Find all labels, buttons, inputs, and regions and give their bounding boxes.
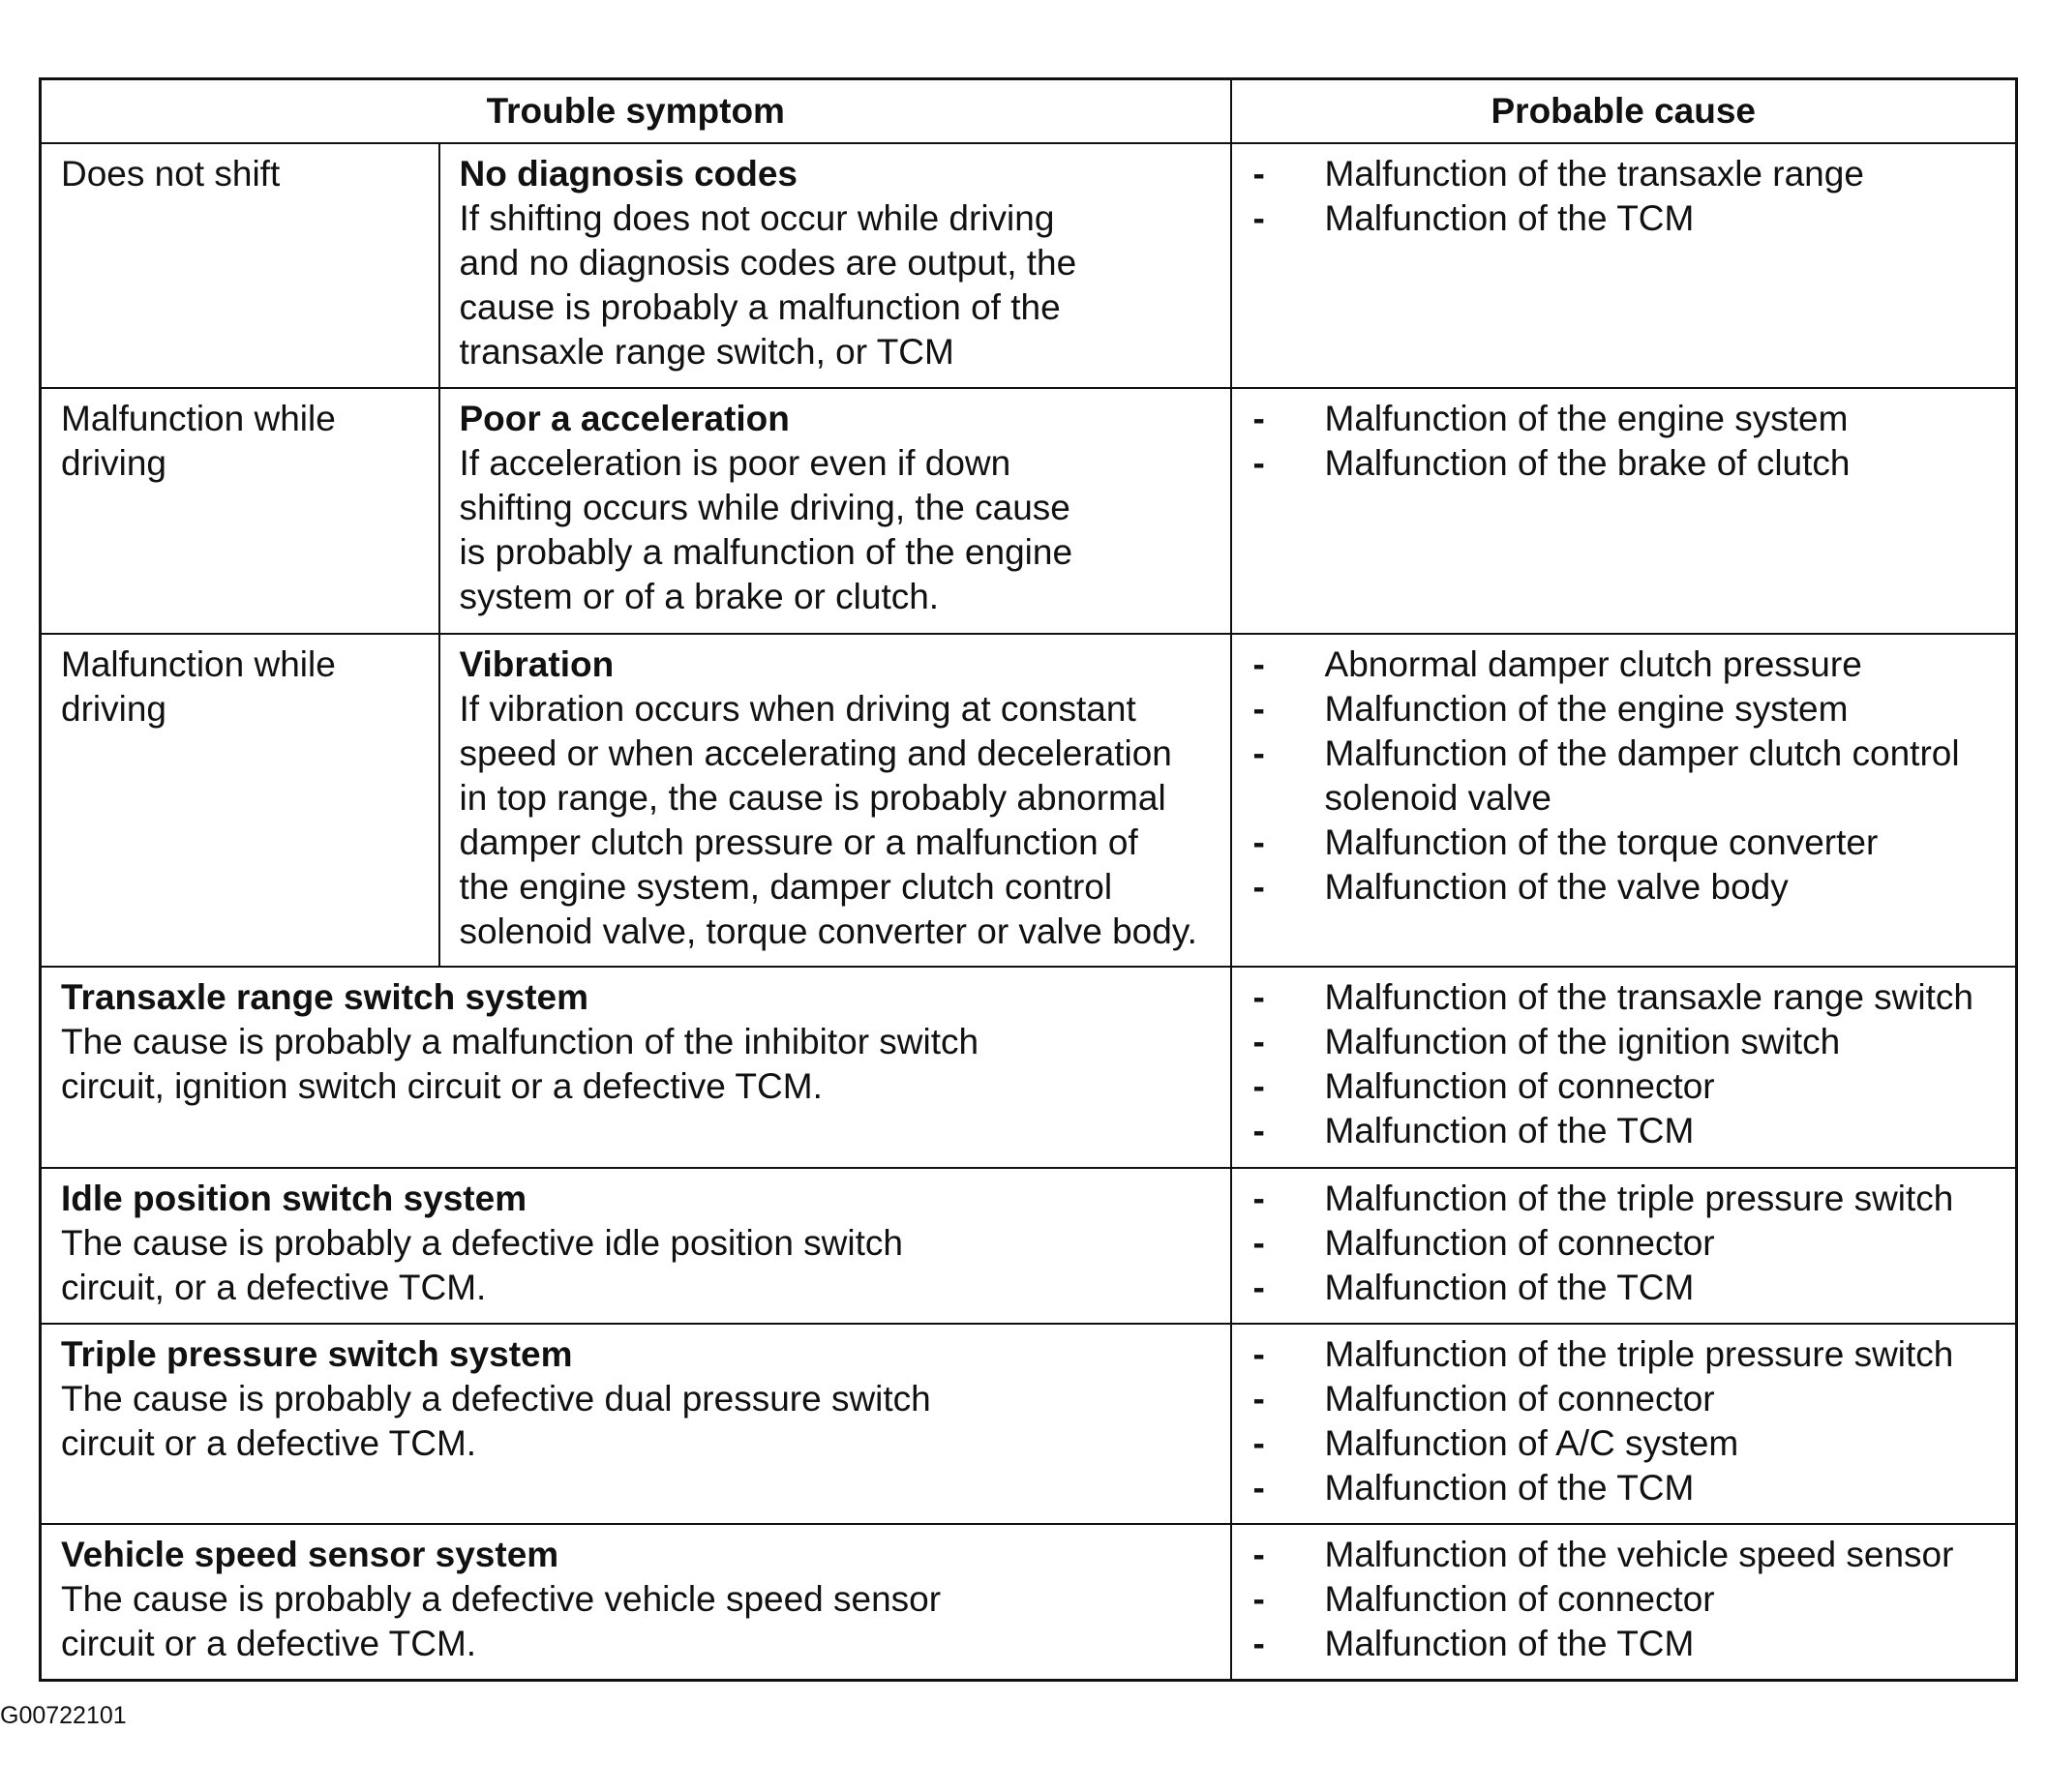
- cause-list: [1251, 397, 1997, 486]
- cause-item: - Malfunction of the damper clutch control solenoid valve: [1251, 732, 1997, 821]
- cause-list: [1251, 1332, 1997, 1510]
- symptom-heading: Poor a acceleration: [459, 399, 790, 439]
- table-row: [41, 143, 2017, 389]
- cause-item: - Malfunction of the TCM: [1251, 1622, 1997, 1666]
- system-description: The cause is probably a defective dual pressure switch circuit or a defective TCM.: [61, 1378, 931, 1463]
- cause-item: - Abnormal damper clutch pressure: [1251, 642, 1997, 687]
- cause-item: - Malfunction of the TCM: [1251, 1109, 1997, 1153]
- symptom-description: If vibration occurs when driving at constant speed or when accelerating and deceleration in top range, the cause is probably abnormal damper clutch pressure or a malfunction of the engine system, damper clutch control solenoid valve, torque converter or valve body.: [459, 689, 1197, 951]
- figure-code: G00722101: [0, 1702, 127, 1729]
- symptom-heading: No diagnosis codes: [459, 153, 798, 194]
- symptom-description: If shifting does not occur while driving and no diagnosis codes are output, the cause is probably a malfunction of the transaxle range switch, or TCM: [459, 197, 1077, 372]
- probable-causes: [1231, 388, 2017, 634]
- system-heading: Transaxle range switch system: [61, 977, 588, 1018]
- cause-item: - Malfunction of the vehicle speed sensor: [1251, 1533, 1997, 1577]
- system-detail: [41, 1168, 1231, 1324]
- system-description: The cause is probably a malfunction of the inhibitor switch circuit, ignition switch circuit or a defective TCM.: [61, 1022, 979, 1107]
- probable-causes: [1231, 967, 2017, 1167]
- symptom-category: Malfunction while driving: [41, 634, 439, 967]
- cause-item: - Malfunction of the TCM: [1251, 196, 1997, 241]
- cause-item: - Malfunction of connector: [1251, 1577, 1997, 1622]
- cause-list: [1251, 975, 1997, 1153]
- probable-causes: [1231, 1168, 2017, 1324]
- cause-item: - Malfunction of the TCM: [1251, 1266, 1997, 1310]
- cause-list: [1251, 152, 1997, 241]
- table-row: [41, 1324, 2017, 1524]
- cause-item: - Malfunction of the engine system: [1251, 687, 1997, 732]
- system-heading: Vehicle speed sensor system: [61, 1535, 559, 1575]
- symptom-detail: [439, 634, 1231, 967]
- probable-causes: [1231, 143, 2017, 389]
- cause-item: - Malfunction of the brake of clutch: [1251, 441, 1997, 486]
- cause-item: - Malfunction of connector: [1251, 1377, 1997, 1421]
- cause-item: - Malfunction of the triple pressure switch: [1251, 1177, 1997, 1221]
- system-detail: [41, 1324, 1231, 1524]
- probable-causes: [1231, 1324, 2017, 1524]
- cause-item: - Malfunction of connector: [1251, 1221, 1997, 1266]
- cause-item: - Malfunction of the TCM: [1251, 1466, 1997, 1510]
- symptom-heading: Vibration: [459, 644, 615, 684]
- probable-causes: [1231, 634, 2017, 967]
- symptom-description: If acceleration is poor even if down shifting occurs while driving, the cause is probably a malfunction of the engine system or of a brake or clutch.: [459, 443, 1073, 617]
- symptom-detail: [439, 388, 1231, 634]
- table-row: [41, 1524, 2017, 1680]
- system-description: The cause is probably a defective vehicle speed sensor circuit or a defective TCM.: [61, 1579, 942, 1664]
- symptom-category: Does not shift: [41, 143, 439, 389]
- cause-item: - Malfunction of the triple pressure switch: [1251, 1332, 1997, 1377]
- trouble-symptom-header: Trouble symptom: [41, 79, 1231, 143]
- cause-item: - Malfunction of A/C system: [1251, 1421, 1997, 1466]
- cause-item: - Malfunction of the transaxle range switch: [1251, 975, 1997, 1020]
- table-row: [41, 634, 2017, 967]
- cause-item: - Malfunction of the engine system: [1251, 397, 1997, 441]
- probable-cause-header: Probable cause: [1231, 79, 2017, 143]
- table-row: [41, 388, 2017, 634]
- system-heading: Triple pressure switch system: [61, 1333, 573, 1374]
- cause-list: [1251, 1533, 1997, 1666]
- symptom-category: Malfunction while driving: [41, 388, 439, 634]
- cause-item: - Malfunction of connector: [1251, 1064, 1997, 1109]
- cause-item: - Malfunction of the transaxle range: [1251, 152, 1997, 196]
- cause-item: - Malfunction of the torque converter: [1251, 821, 1997, 865]
- system-detail: [41, 1524, 1231, 1680]
- cause-list: [1251, 1177, 1997, 1310]
- cause-item: - Malfunction of the valve body: [1251, 865, 1997, 910]
- table-row: [41, 967, 2017, 1167]
- table-header-row: [41, 79, 2017, 143]
- trouble-symptom-table: [39, 77, 2018, 1682]
- system-heading: Idle position switch system: [61, 1178, 527, 1218]
- system-description: The cause is probably a defective idle position switch circuit, or a defective TCM.: [61, 1222, 903, 1307]
- table-row: [41, 1168, 2017, 1324]
- system-detail: [41, 967, 1231, 1167]
- cause-item: - Malfunction of the ignition switch: [1251, 1020, 1997, 1064]
- symptom-detail: [439, 143, 1231, 389]
- probable-causes: [1231, 1524, 2017, 1680]
- cause-list: [1251, 642, 1997, 910]
